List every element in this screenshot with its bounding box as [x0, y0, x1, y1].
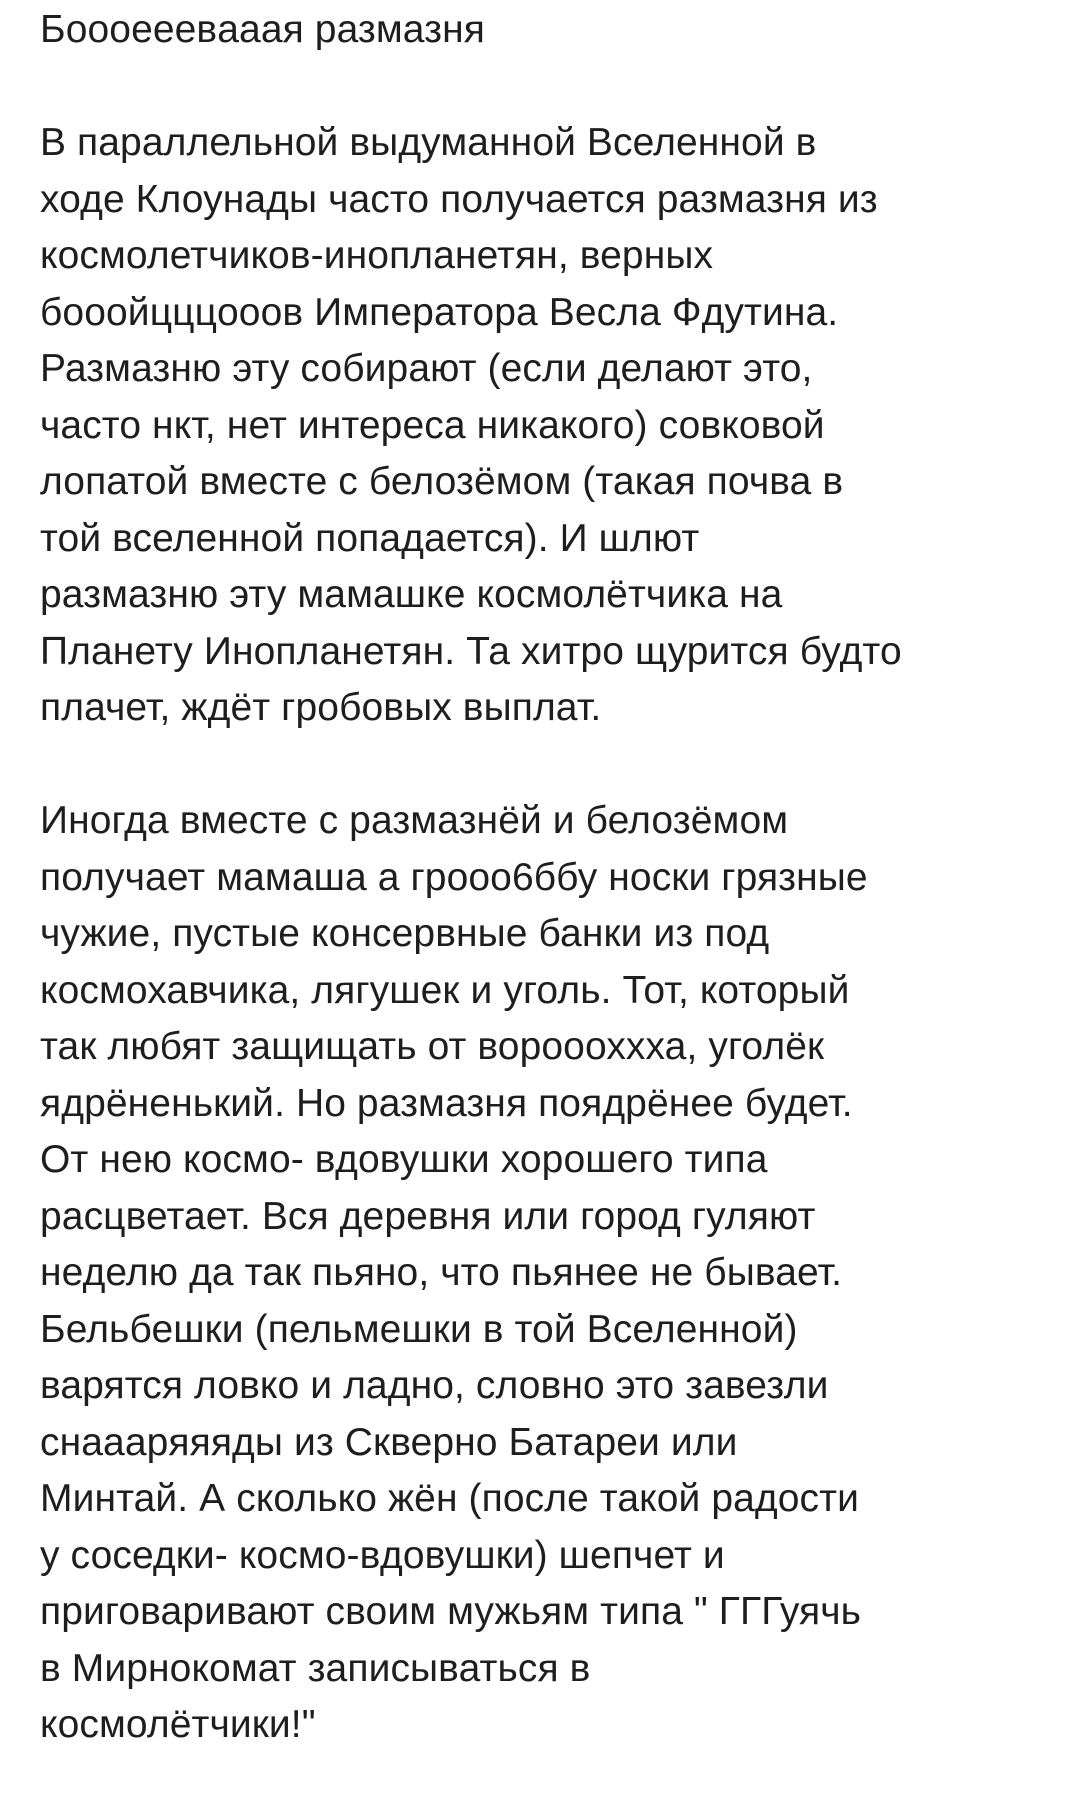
text-line: приговаривают своим мужьям типа " ГГГуячь	[40, 1590, 862, 1633]
text-line: бооойцццooов Императора Весла Фдутина.	[40, 290, 839, 334]
text-line: космолетчиков-инопланетян, верных	[40, 234, 714, 277]
text-line: плачет, ждёт гробовых выплат.	[40, 686, 602, 729]
text-line: расцветает. Вся деревня или город гуляют	[40, 1194, 816, 1238]
text-line: снааapяяяды из Скверно Батареи или	[40, 1420, 738, 1464]
text-line: Бельбешки (пельмешки в той Вселенной)	[40, 1307, 798, 1351]
text-line: часто нкт, нет интереса никакого) совковой	[40, 403, 825, 447]
paragraph-2	[40, 793, 1050, 1754]
text-line: Минтай. А сколько жён (после такой радости	[40, 1477, 859, 1520]
text-line: ядрёненький. Но размазня поядрёнее будет.	[40, 1081, 853, 1125]
text-line: в Мирнокомат записываться в	[40, 1646, 591, 1690]
text-line: Планету Инопланетян. Та хитро щурится будто	[40, 629, 902, 673]
post-title: Бoooeeeвaaaя размазня	[40, 8, 486, 51]
text-line: Размазню эту собирают (если делают это,	[40, 347, 813, 390]
text-line: чужие, пустые консервные банки из под	[40, 912, 770, 955]
text-line: От нею космо- вдовушки хорошего типа	[40, 1138, 768, 1181]
text-line: космолётчики!"	[40, 1703, 316, 1746]
text-line: Иногда вместе с размазнёй и белозёмом	[40, 799, 789, 842]
text-line: космохавчика, лягушек и уголь. Тот, который	[40, 968, 850, 1012]
text-line: лопатой вместе с белозёмом (такая почва в	[40, 460, 844, 503]
text-line: так любят защищать от ворооохxха, уголёк	[40, 1025, 825, 1068]
text-line: неделю да так пьяно, что пьянее не бывает.	[40, 1251, 843, 1294]
text-line: ходе Клоунады часто получается размазня из	[40, 177, 878, 221]
text-line: размазню эту мамашке космолётчика на	[40, 573, 783, 616]
text-line: В параллельной выдуманной Вселенной в	[40, 121, 817, 164]
paragraph-1	[40, 115, 1050, 737]
post-text	[40, 0, 1050, 1754]
text-line: той вселенной попадается). И шлют	[40, 516, 700, 560]
text-line: получает мамаша а грооо6ббу носки грязные	[40, 855, 868, 899]
text-line: у соседки- космо-вдовушки) шепчет и	[40, 1533, 725, 1577]
text-line: варятся ловко и ладно, словно это завезли	[40, 1364, 829, 1407]
